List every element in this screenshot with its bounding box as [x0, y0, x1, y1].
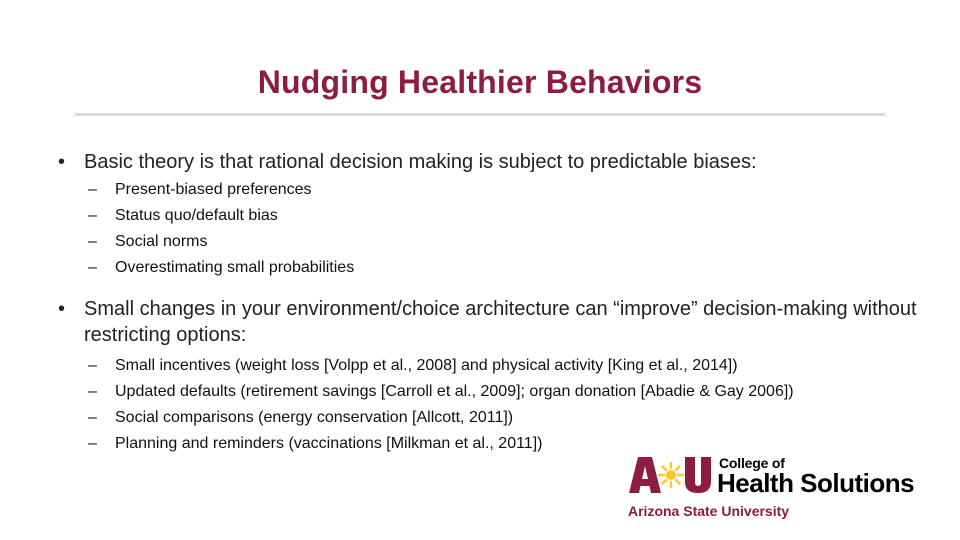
- dash-glyph: –: [88, 409, 97, 426]
- bullet-1-subitems: [88, 177, 908, 281]
- sub-item: [88, 255, 908, 281]
- sub-item: [88, 379, 908, 405]
- sub-item: [88, 177, 908, 203]
- sub-item: [88, 431, 908, 457]
- sub-item: [88, 203, 908, 229]
- logo-college-of: College of: [719, 455, 785, 471]
- slide-title: Nudging Healthier Behaviors: [257, 64, 703, 100]
- sub-item-text: Overestimating small probabilities: [115, 259, 355, 276]
- sub-item-text: Present-biased preferences: [115, 181, 312, 198]
- bullet-dot: •: [58, 298, 66, 320]
- dash-glyph: –: [88, 207, 97, 224]
- sub-item: [88, 405, 908, 431]
- dash-glyph: –: [88, 181, 97, 198]
- sub-item-text: Updated defaults (retirement savings [Carroll et al., 2009]; organ donation [Abadie & Gay 2006]): [115, 383, 794, 400]
- dash-glyph: –: [88, 357, 97, 374]
- dash-glyph: –: [88, 259, 97, 276]
- sub-item-text: Social norms: [115, 233, 208, 250]
- bullet-2-subitems: [88, 353, 908, 457]
- sub-item-text: Status quo/default bias: [115, 207, 278, 224]
- bullet-2-text: Small changes in your environment/choice architecture can “improve” decision-making without restricting options:: [84, 298, 917, 346]
- bullet-2: [58, 296, 918, 348]
- logo-asu-name: Arizona State University: [628, 503, 790, 519]
- dash-glyph: –: [88, 233, 97, 250]
- dash-glyph: –: [88, 435, 97, 452]
- asu-logo-mark-icon: [627, 455, 713, 495]
- asu-health-solutions-logo: [627, 455, 932, 525]
- dash-glyph: –: [88, 383, 97, 400]
- bullet-dot: •: [58, 151, 66, 173]
- logo-health-solutions: Health Solutions: [717, 468, 915, 498]
- sub-item: [88, 229, 908, 255]
- sub-item-text: Small incentives (weight loss [Volpp et al., 2008] and physical activity [King et al., 2014]): [115, 357, 738, 374]
- sub-item-text: Planning and reminders (vaccinations [Milkman et al., 2011]): [115, 435, 543, 452]
- title-divider: [75, 113, 885, 116]
- bullet-1: [58, 149, 918, 175]
- sub-item-text: Social comparisons (energy conservation [Allcott, 2011]): [115, 409, 514, 426]
- bullet-1-text: Basic theory is that rational decision making is subject to predictable biases:: [84, 151, 757, 173]
- sub-item: [88, 353, 908, 379]
